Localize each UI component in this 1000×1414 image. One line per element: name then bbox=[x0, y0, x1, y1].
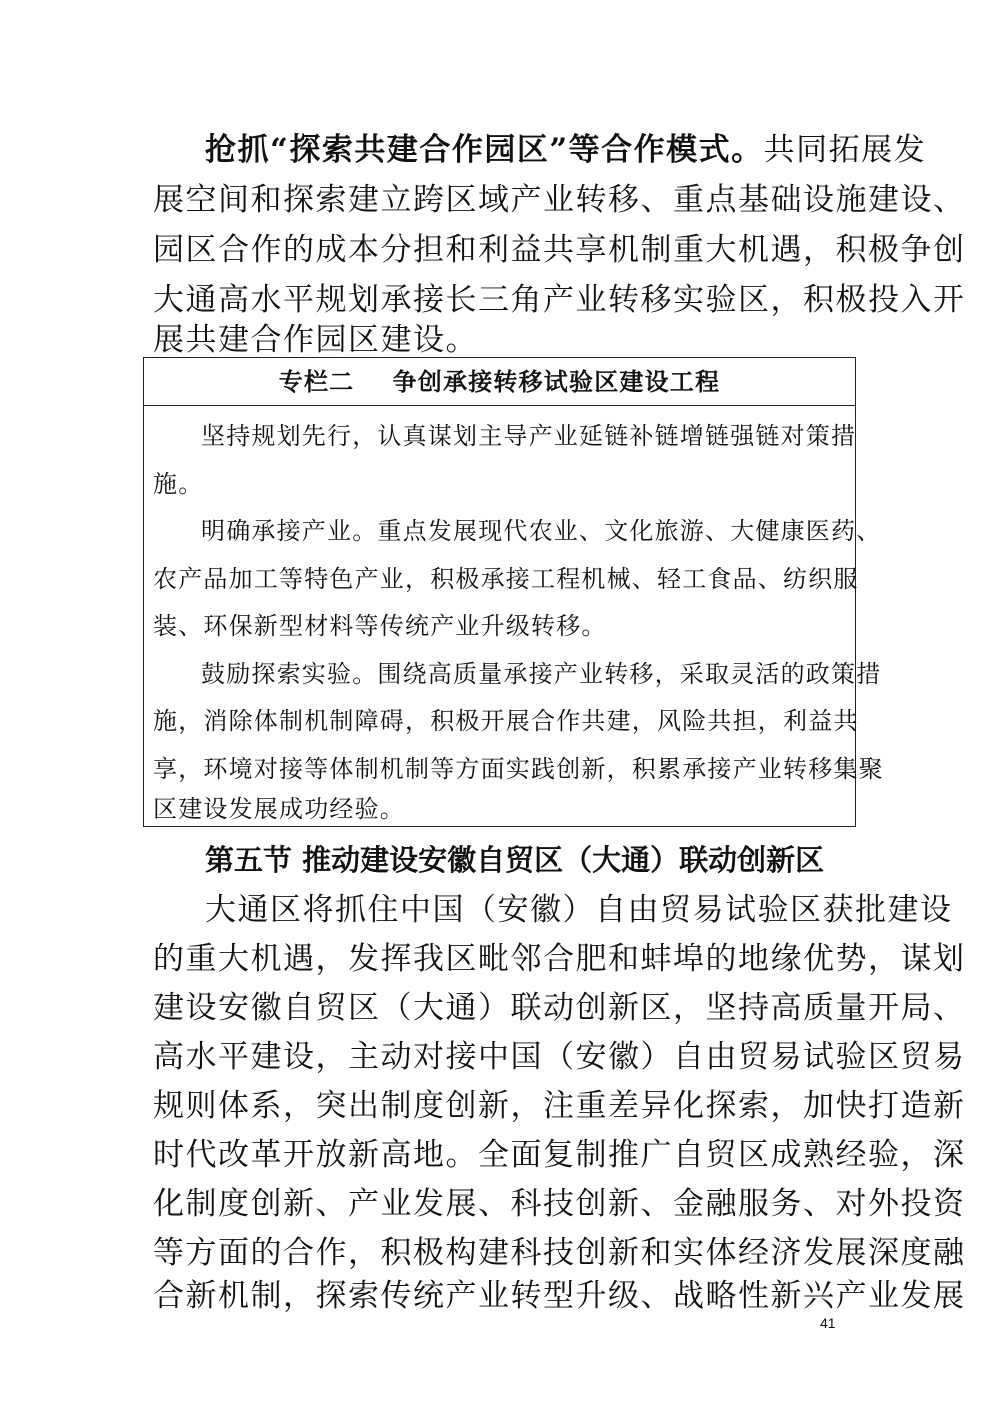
section-line-9: 合新机制，探索传统产业转型升级、战略性新兴产业发展 bbox=[153, 1278, 966, 1314]
column-box-divider bbox=[144, 405, 855, 406]
intro-line-5: 展共建合作园区建设。 bbox=[153, 322, 478, 358]
section-line-2: 的重大机遇，发挥我区毗邻合肥和蚌埠的地缘优势，谋划 bbox=[153, 941, 966, 977]
box-line-2: 施。 bbox=[153, 470, 204, 498]
box-line-8: 享，环境对接等体制机制等方面实践创新，积累承接产业转移集聚 bbox=[153, 755, 884, 783]
box-line-9: 区建设发展成功经验。 bbox=[153, 795, 405, 823]
intro-line-2: 展空间和探索建立跨区域产业转移、重点基础设施建设、 bbox=[153, 182, 966, 218]
intro-line-4: 大通高水平规划承接长三角产业转移实验区，积极投入开 bbox=[153, 282, 966, 318]
box-line-5: 装、环保新型材料等传统产业升级转移。 bbox=[153, 612, 607, 640]
box-line-4: 农产品加工等特色产业，积极承接工程机械、轻工食品、纺织服 bbox=[153, 565, 859, 593]
box-line-6: 鼓励探索实验。围绕高质量承接产业转移，采取灵活的政策措 bbox=[201, 660, 882, 688]
box-line-7: 施，消除体制机制障碍，积极开展合作共建，风险共担，利益共 bbox=[153, 707, 859, 735]
intro-line-1 bbox=[205, 130, 926, 170]
column-box bbox=[143, 357, 884, 827]
section-line-4: 高水平建设，主动对接中国（安徽）自由贸易试验区贸易 bbox=[153, 1039, 966, 1075]
section-line-3: 建设安徽自贸区（大通）联动创新区，坚持高质量开局、 bbox=[153, 990, 966, 1026]
column-box-title: 专栏二 争创承接转移试验区建设工程 bbox=[278, 367, 721, 396]
intro-lead: 抢抓“探索共建合作园区”等合作模式。 bbox=[205, 132, 764, 168]
intro-line-3: 园区合作的成本分担和利益共享机制重大机遇，积极争创 bbox=[153, 232, 966, 268]
page-number: 41 bbox=[820, 1315, 836, 1331]
section-line-5: 规则体系，突出制度创新，注重差异化探索，加快打造新 bbox=[153, 1088, 966, 1124]
section-line-1: 大通区将抓住中国（安徽）自由贸易试验区获批建设 bbox=[205, 892, 953, 928]
box-line-1: 坚持规划先行，认真谋划主导产业延链补链增链强链对策措 bbox=[201, 422, 857, 450]
section-heading: 第五节 推动建设安徽自贸区（大通）联动创新区 bbox=[205, 843, 825, 877]
section-line-6: 时代改革开放新高地。全面复制推广自贸区成熟经验，深 bbox=[153, 1137, 966, 1173]
box-line-3: 明确承接产业。重点发展现代农业、文化旅游、大健康医药、 bbox=[201, 517, 882, 545]
intro-line-1-rest: 共同拓展发 bbox=[763, 132, 927, 168]
section-line-8: 等方面的合作，积极构建科技创新和实体经济发展深度融 bbox=[153, 1235, 966, 1271]
section-line-7: 化制度创新、产业发展、科技创新、金融服务、对外投资 bbox=[153, 1186, 966, 1222]
